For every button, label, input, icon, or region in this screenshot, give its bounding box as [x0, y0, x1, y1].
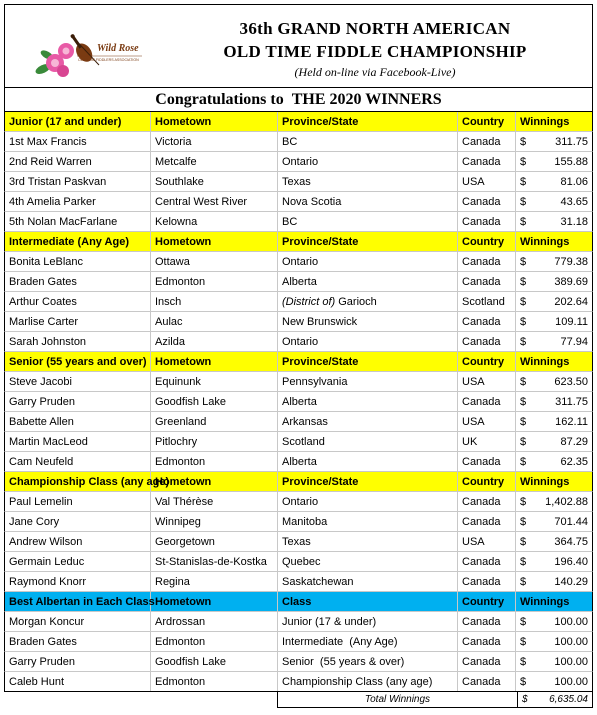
- province-state: [278, 452, 458, 471]
- hometown: Pitlochry: [151, 432, 278, 451]
- winner-name: Germain Leduc: [5, 552, 151, 571]
- country: Canada: [458, 192, 516, 211]
- hometown: Edmonton: [151, 632, 278, 651]
- country: Canada: [458, 132, 516, 151]
- winner-name: 1st Max Francis: [5, 132, 151, 151]
- hometown: Regina: [151, 572, 278, 591]
- province-state: [278, 492, 458, 511]
- winnings: [516, 652, 592, 671]
- currency-symbol: $: [520, 576, 527, 588]
- winnings: [516, 632, 592, 651]
- country: USA: [458, 532, 516, 551]
- hometown-header: Hometown: [151, 352, 278, 371]
- currency-symbol: $: [520, 516, 527, 528]
- winnings-amount: 779.38: [554, 256, 588, 268]
- winnings: [516, 672, 592, 691]
- hometown: Ardrossan: [151, 612, 278, 631]
- province-name: Scotland: [282, 436, 325, 448]
- total-winnings-row: [277, 692, 593, 708]
- section-title: Junior (17 and under): [5, 112, 151, 131]
- country: Canada: [458, 392, 516, 411]
- winnings-amount: 77.94: [560, 336, 588, 348]
- country: Canada: [458, 252, 516, 271]
- hometown: Azilda: [151, 332, 278, 351]
- country: Canada: [458, 632, 516, 651]
- province-header: Province/State: [278, 472, 458, 491]
- hometown: St-Stanislas-de-Kostka: [151, 552, 278, 571]
- section-header-row: [4, 592, 593, 612]
- country: USA: [458, 172, 516, 191]
- winnings-amount: 31.18: [560, 216, 588, 228]
- province-state: [278, 272, 458, 291]
- winnings: [516, 132, 592, 151]
- winnings-amount: 311.75: [555, 396, 588, 408]
- total-label: Total Winnings: [278, 692, 518, 707]
- wild-rose-fiddle-logo: [33, 31, 143, 81]
- winnings-amount: 100.00: [554, 676, 588, 688]
- table-row: [4, 432, 593, 452]
- table-row: [4, 292, 593, 312]
- province-state: [278, 532, 458, 551]
- section-header-row: [4, 112, 593, 132]
- winnings-header: Winnings: [520, 116, 570, 128]
- province-name: Senior (55 years & over): [282, 656, 405, 668]
- winner-name: 2nd Reid Warren: [5, 152, 151, 171]
- hometown: Edmonton: [151, 272, 278, 291]
- section-title: Championship Class (any age): [5, 472, 151, 491]
- province-name: Intermediate (Any Age): [282, 636, 398, 648]
- winnings: [516, 572, 592, 591]
- country: Scotland: [458, 292, 516, 311]
- province-name: Ontario: [282, 156, 319, 168]
- table-row: [4, 512, 593, 532]
- winnings-amount: 364.75: [554, 536, 588, 548]
- table-row: [4, 132, 593, 152]
- congratulations-banner: [4, 88, 593, 112]
- winner-name: Raymond Knorr: [5, 572, 151, 591]
- winnings-amount: 100.00: [554, 636, 588, 648]
- province-state: [278, 552, 458, 571]
- province-state: [278, 252, 458, 271]
- country-header: Country: [458, 472, 516, 491]
- province-header: Class: [278, 592, 458, 611]
- province-state: [278, 392, 458, 411]
- province-state: [278, 152, 458, 171]
- winnings: [516, 412, 592, 431]
- currency-symbol: $: [522, 694, 528, 705]
- winners-table: [4, 112, 593, 692]
- province-name: Ontario: [282, 336, 319, 348]
- winnings-amount: 100.00: [554, 656, 588, 668]
- currency-symbol: $: [520, 216, 527, 228]
- province-name: BC: [282, 136, 298, 148]
- country: Canada: [458, 612, 516, 631]
- currency-symbol: $: [520, 156, 527, 168]
- currency-symbol: $: [520, 256, 527, 268]
- winnings-amount: 43.65: [560, 196, 588, 208]
- currency-symbol: $: [520, 656, 527, 668]
- winnings: [516, 552, 592, 571]
- winnings: [516, 492, 592, 511]
- country: Canada: [458, 492, 516, 511]
- hometown: Goodfish Lake: [151, 652, 278, 671]
- province-name: Ontario: [282, 496, 319, 508]
- winner-name: Cam Neufeld: [5, 452, 151, 471]
- section-header-row: [4, 232, 593, 252]
- winner-name: 3rd Tristan Paskvan: [5, 172, 151, 191]
- province-name: Junior (17 & under): [282, 616, 377, 628]
- winnings-amount: 311.75: [555, 136, 588, 148]
- section-header-row: [4, 472, 593, 492]
- province-state: [278, 192, 458, 211]
- winnings: [516, 192, 592, 211]
- winner-name: Babette Allen: [5, 412, 151, 431]
- province-name: Alberta: [282, 456, 317, 468]
- province-state: [278, 312, 458, 331]
- hometown-header: Hometown: [151, 472, 278, 491]
- country: USA: [458, 412, 516, 431]
- hometown: Insch: [151, 292, 278, 311]
- currency-symbol: $: [520, 276, 527, 288]
- country: Canada: [458, 652, 516, 671]
- country: Canada: [458, 572, 516, 591]
- hometown: Ottawa: [151, 252, 278, 271]
- section-header-row: [4, 352, 593, 372]
- winner-name: Andrew Wilson: [5, 532, 151, 551]
- winnings-header: Winnings: [520, 236, 570, 248]
- country-header: Country: [458, 352, 516, 371]
- winnings-amount: 1,402.88: [545, 496, 588, 508]
- province-state: [278, 132, 458, 151]
- province-qualifier: (District of): [282, 296, 336, 308]
- country-header: Country: [458, 232, 516, 251]
- province-name: Nova Scotia: [282, 196, 342, 208]
- winnings: [516, 272, 592, 291]
- province-state: [278, 292, 458, 311]
- province-state: [278, 372, 458, 391]
- winner-name: Braden Gates: [5, 632, 151, 651]
- country: USA: [458, 372, 516, 391]
- currency-symbol: $: [520, 416, 527, 428]
- province-header: Province/State: [278, 232, 458, 251]
- province-name: Ontario: [282, 256, 319, 268]
- province-name: BC: [282, 216, 298, 228]
- hometown: Edmonton: [151, 672, 278, 691]
- winnings: [516, 252, 592, 271]
- currency-symbol: $: [520, 436, 527, 448]
- table-row: [4, 152, 593, 172]
- winnings: [516, 612, 592, 631]
- province-state: [278, 512, 458, 531]
- congrats-emphasis: THE 2020 WINNERS: [291, 91, 442, 108]
- province-name: Garioch: [335, 296, 377, 308]
- winnings-amount: 100.00: [554, 616, 588, 628]
- currency-symbol: $: [520, 176, 527, 188]
- province-name: Saskatchewan: [282, 576, 354, 588]
- province-name: Texas: [282, 176, 311, 188]
- header: [4, 4, 593, 88]
- province-state: [278, 652, 458, 671]
- province-state: [278, 632, 458, 651]
- currency-symbol: $: [520, 676, 527, 688]
- hometown-header: Hometown: [151, 592, 278, 611]
- currency-symbol: $: [520, 196, 527, 208]
- province-state: [278, 672, 458, 691]
- hometown: Georgetown: [151, 532, 278, 551]
- hometown: Metcalfe: [151, 152, 278, 171]
- currency-symbol: $: [520, 316, 527, 328]
- winner-name: 4th Amelia Parker: [5, 192, 151, 211]
- winner-name: Marlise Carter: [5, 312, 151, 331]
- hometown: Kelowna: [151, 212, 278, 231]
- country: Canada: [458, 512, 516, 531]
- winnings-amount: 62.35: [560, 456, 588, 468]
- winner-name: Morgan Koncur: [5, 612, 151, 631]
- table-row: [4, 672, 593, 692]
- hometown: Southlake: [151, 172, 278, 191]
- province-name: Pennsylvania: [282, 376, 348, 388]
- table-row: [4, 452, 593, 472]
- table-row: [4, 612, 593, 632]
- table-row: [4, 392, 593, 412]
- country: Canada: [458, 452, 516, 471]
- table-row: [4, 192, 593, 212]
- province-name: Arkansas: [282, 416, 328, 428]
- currency-symbol: $: [520, 456, 527, 468]
- winnings-amount: 87.29: [560, 436, 588, 448]
- winnings: [516, 152, 592, 171]
- section-title: Intermediate (Any Age): [5, 232, 151, 251]
- winner-name: Sarah Johnston: [5, 332, 151, 351]
- table-row: [4, 532, 593, 552]
- winner-name: Garry Pruden: [5, 392, 151, 411]
- hometown: Winnipeg: [151, 512, 278, 531]
- winnings-amount: 140.29: [554, 576, 588, 588]
- title-line-2: OLD TIME FIDDLE CHAMPIONSHIP: [223, 42, 527, 61]
- table-row: [4, 272, 593, 292]
- table-row: [4, 572, 593, 592]
- currency-symbol: $: [520, 556, 527, 568]
- country: UK: [458, 432, 516, 451]
- currency-symbol: $: [520, 136, 527, 148]
- winnings-amount: 162.11: [555, 416, 588, 428]
- section-title: Best Albertan in Each Class: [5, 592, 151, 611]
- winnings: [516, 212, 592, 231]
- winner-name: Paul Lemelin: [5, 492, 151, 511]
- hometown-header: Hometown: [151, 232, 278, 251]
- currency-symbol: $: [520, 296, 527, 308]
- province-name: Championship Class (any age): [282, 676, 433, 688]
- country-header: Country: [458, 112, 516, 131]
- winnings: [516, 172, 592, 191]
- country: Canada: [458, 312, 516, 331]
- province-name: Texas: [282, 536, 311, 548]
- table-row: [4, 312, 593, 332]
- currency-symbol: $: [520, 496, 527, 508]
- currency-symbol: $: [520, 376, 527, 388]
- hometown: Edmonton: [151, 452, 278, 471]
- currency-symbol: $: [520, 616, 527, 628]
- hometown: Greenland: [151, 412, 278, 431]
- total-value: [518, 692, 592, 707]
- province-state: [278, 612, 458, 631]
- province-state: [278, 572, 458, 591]
- winner-name: Steve Jacobi: [5, 372, 151, 391]
- province-header: Province/State: [278, 352, 458, 371]
- winnings-amount: 109.11: [555, 316, 588, 328]
- winner-name: Arthur Coates: [5, 292, 151, 311]
- winner-name: Braden Gates: [5, 272, 151, 291]
- hometown: Val Thérèse: [151, 492, 278, 511]
- subtitle: (Held on-line via Facebook-Live): [294, 65, 456, 79]
- country: Canada: [458, 332, 516, 351]
- svg-text:OLD TIME FIDDLERS ASSOCIATION: OLD TIME FIDDLERS ASSOCIATION: [78, 58, 139, 62]
- country: Canada: [458, 672, 516, 691]
- table-row: [4, 492, 593, 512]
- province-state: [278, 172, 458, 191]
- currency-symbol: $: [520, 396, 527, 408]
- winnings-amount: 155.88: [554, 156, 588, 168]
- winnings: [516, 312, 592, 331]
- currency-symbol: $: [520, 336, 527, 348]
- currency-symbol: $: [520, 536, 527, 548]
- winnings-header: Winnings: [520, 596, 570, 608]
- total-amount: 6,635.04: [549, 694, 588, 705]
- winnings: [516, 432, 592, 451]
- hometown: Victoria: [151, 132, 278, 151]
- hometown: Central West River: [151, 192, 278, 211]
- section-title: Senior (55 years and over): [5, 352, 151, 371]
- winnings-amount: 81.06: [560, 176, 588, 188]
- province-state: [278, 412, 458, 431]
- country: Canada: [458, 272, 516, 291]
- title-line-1: 36th GRAND NORTH AMERICAN: [239, 19, 511, 38]
- winnings: [516, 332, 592, 351]
- hometown: Equinunk: [151, 372, 278, 391]
- winner-name: 5th Nolan MacFarlane: [5, 212, 151, 231]
- congrats-prefix: Congratulations to: [155, 91, 284, 108]
- province-name: Alberta: [282, 276, 317, 288]
- winnings-amount: 623.50: [554, 376, 588, 388]
- table-row: [4, 552, 593, 572]
- winnings-header: Winnings: [520, 356, 570, 368]
- winner-name: Bonita LeBlanc: [5, 252, 151, 271]
- winnings-amount: 202.64: [554, 296, 588, 308]
- table-row: [4, 252, 593, 272]
- province-state: [278, 212, 458, 231]
- winnings: [516, 512, 592, 531]
- table-row: [4, 212, 593, 232]
- country: Canada: [458, 212, 516, 231]
- table-row: [4, 372, 593, 392]
- winner-name: Martin MacLeod: [5, 432, 151, 451]
- winnings-header: Winnings: [520, 476, 570, 488]
- winnings-amount: 389.69: [554, 276, 588, 288]
- country-header: Country: [458, 592, 516, 611]
- table-row: [4, 332, 593, 352]
- winnings: [516, 372, 592, 391]
- table-row: [4, 172, 593, 192]
- currency-symbol: $: [520, 636, 527, 648]
- province-header: Province/State: [278, 112, 458, 131]
- winner-name: Jane Cory: [5, 512, 151, 531]
- winnings-amount: 701.44: [554, 516, 588, 528]
- winnings: [516, 452, 592, 471]
- hometown: Aulac: [151, 312, 278, 331]
- winnings: [516, 392, 592, 411]
- province-name: Manitoba: [282, 516, 328, 528]
- winnings: [516, 532, 592, 551]
- winner-name: Caleb Hunt: [5, 672, 151, 691]
- winnings: [516, 292, 592, 311]
- country: Canada: [458, 152, 516, 171]
- province-name: Quebec: [282, 556, 321, 568]
- province-state: [278, 332, 458, 351]
- hometown-header: Hometown: [151, 112, 278, 131]
- table-row: [4, 632, 593, 652]
- province-name: Alberta: [282, 396, 317, 408]
- winnings-amount: 196.40: [554, 556, 588, 568]
- province-name: New Brunswick: [282, 316, 358, 328]
- country: Canada: [458, 552, 516, 571]
- province-state: [278, 432, 458, 451]
- svg-text:Wild Rose: Wild Rose: [97, 43, 139, 54]
- results-sheet: [4, 4, 593, 705]
- table-row: [4, 412, 593, 432]
- hometown: Goodfish Lake: [151, 392, 278, 411]
- winner-name: Garry Pruden: [5, 652, 151, 671]
- table-row: [4, 652, 593, 672]
